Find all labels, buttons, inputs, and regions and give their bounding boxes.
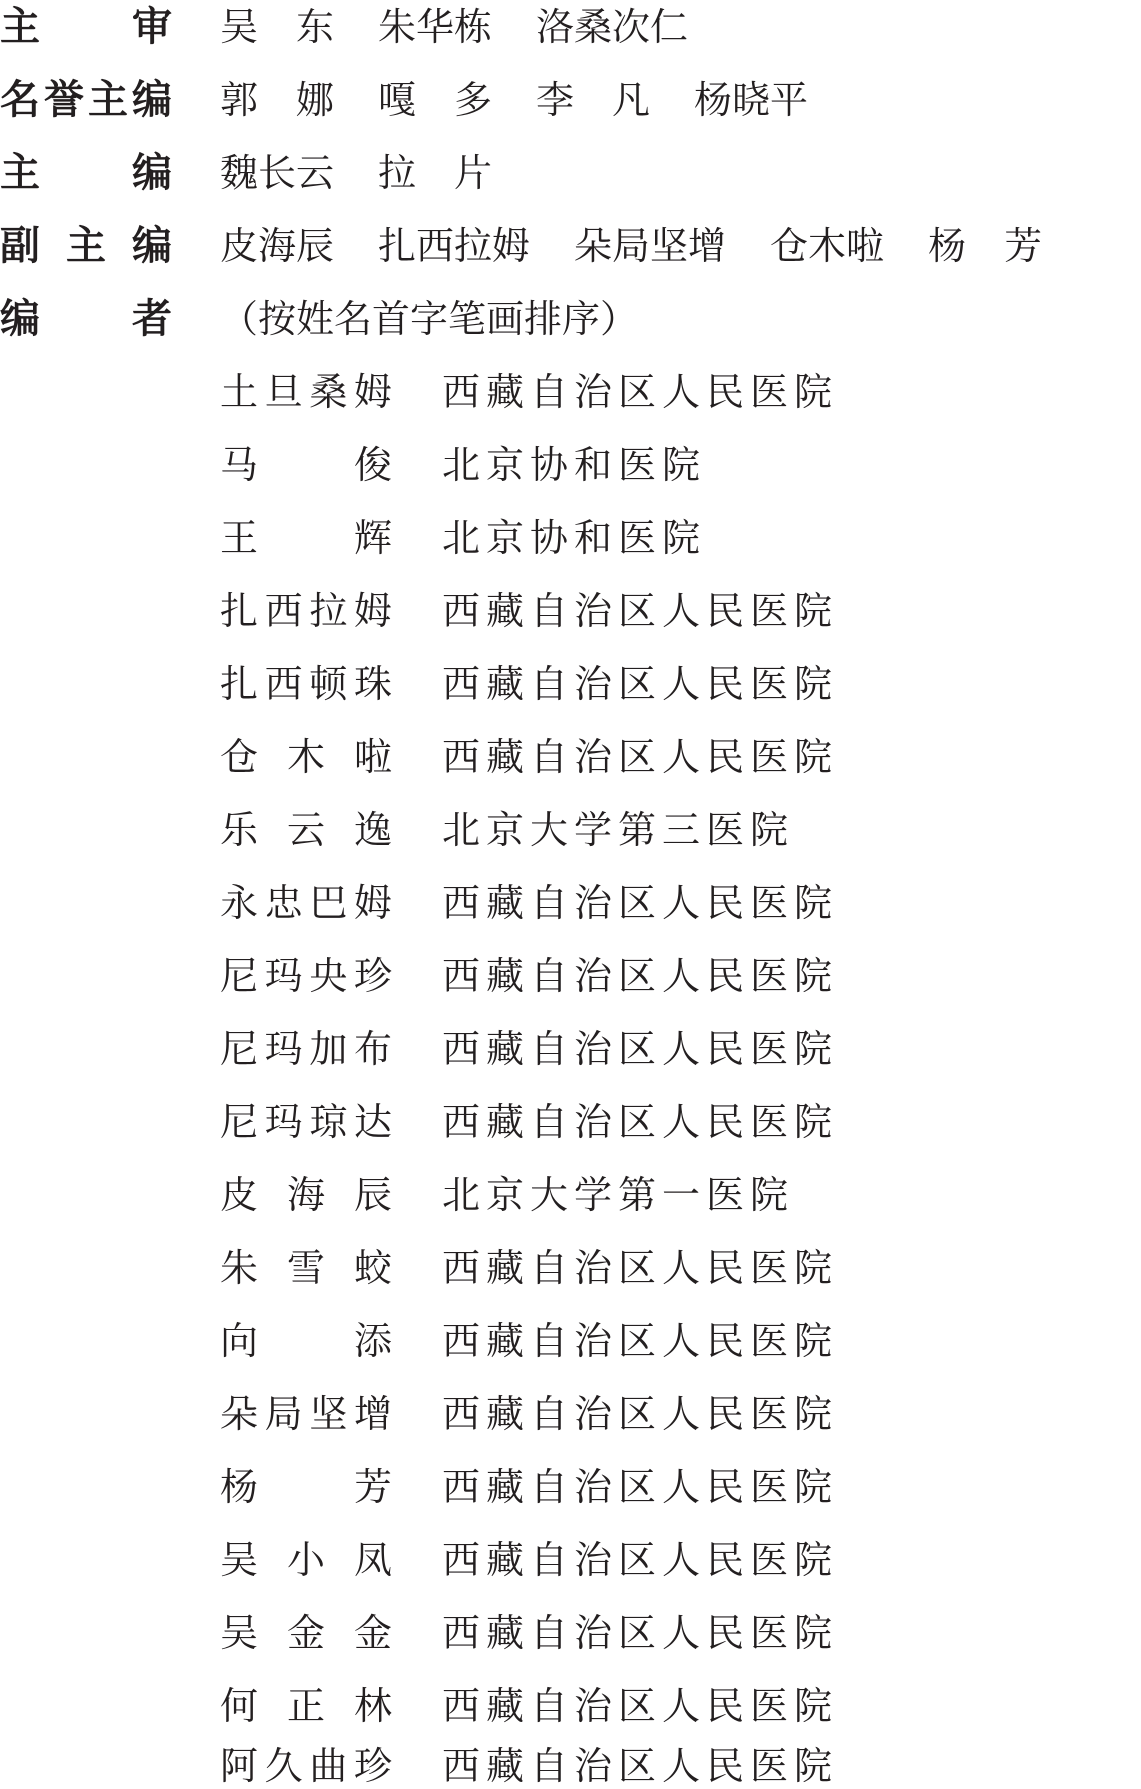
person-name: 吴 东: [220, 5, 335, 49]
name-char: 久: [264, 1744, 303, 1788]
name-char: 局: [264, 1392, 303, 1436]
name-char: 尼: [220, 1100, 259, 1144]
name-char: 珠: [353, 662, 392, 706]
name-char: 木: [286, 735, 325, 779]
name-char: 何: [220, 1684, 259, 1728]
label-char: 主: [88, 77, 128, 123]
name-char: 小: [286, 1538, 325, 1582]
label-char: 编: [0, 296, 40, 342]
sort-note: （按姓名首字笔画排序）: [220, 297, 639, 341]
editor-institution: 西藏自治区人民医院: [442, 1611, 839, 1655]
editor-name: [220, 586, 392, 636]
editor-name: [220, 1462, 392, 1512]
name-char: 增: [353, 1392, 392, 1436]
editor-name: [220, 951, 392, 1001]
name-char: 玛: [264, 1100, 303, 1144]
name-char: 布: [353, 1027, 392, 1071]
editor-row: [220, 1608, 1120, 1681]
name-char: 旦: [264, 370, 303, 414]
person-name: 杨晓平: [694, 78, 809, 122]
person-name: 魏长云: [220, 151, 335, 195]
editor-row: [220, 1535, 1120, 1608]
name-char: 添: [353, 1319, 392, 1363]
editor-row: [220, 1389, 1120, 1462]
editor-name: [220, 659, 392, 709]
name-char: 达: [353, 1100, 392, 1144]
person-name: 皮海辰: [220, 224, 335, 268]
name-char: 珍: [353, 954, 392, 998]
editor-name: [220, 1741, 392, 1789]
name-char: 乐: [220, 808, 259, 852]
editor-name: [220, 1316, 392, 1366]
editor-row: [220, 732, 1120, 805]
name-char: 土: [220, 370, 259, 414]
editor-institution: 西藏自治区人民医院: [442, 589, 839, 633]
name-char: 辰: [353, 1173, 392, 1217]
editor-institution: 西藏自治区人民医院: [442, 1100, 839, 1144]
role-label: [0, 148, 172, 221]
name-char: 雪: [286, 1246, 325, 1290]
name-char: 云: [286, 808, 325, 852]
editor-name: [220, 878, 392, 928]
name-char: 玛: [264, 1027, 303, 1071]
name-char: 金: [353, 1611, 392, 1655]
role-row-honorary-editor: [0, 75, 1141, 148]
role-label: [0, 294, 172, 367]
role-names: [220, 148, 1141, 198]
name-char: 琼: [309, 1100, 348, 1144]
role-label: [0, 221, 172, 294]
editor-name: [220, 1535, 392, 1585]
name-char: 顿: [309, 662, 348, 706]
editor-name: [220, 1608, 392, 1658]
editor-name: [220, 1389, 392, 1439]
label-char: 编: [132, 150, 172, 196]
editor-institution: 西藏自治区人民医院: [442, 954, 839, 998]
person-name: 嘎 多: [378, 78, 493, 122]
person-name: 郭 娜: [220, 78, 335, 122]
name-char: 逸: [353, 808, 392, 852]
editor-name: [220, 513, 392, 563]
label-char: 者: [132, 296, 172, 342]
name-char: 芳: [353, 1465, 392, 1509]
person-name: 朱华栋: [378, 5, 493, 49]
name-char: 阿: [220, 1744, 259, 1788]
name-char: 珍: [353, 1744, 392, 1788]
label-char: 编: [132, 77, 172, 123]
editor-row: [220, 1462, 1120, 1535]
editor-name: [220, 1170, 392, 1220]
editor-institution: 西藏自治区人民医院: [442, 662, 839, 706]
name-char: 吴: [220, 1538, 259, 1582]
editor-row: [220, 951, 1120, 1024]
name-char: 林: [353, 1684, 392, 1728]
editor-row: [220, 805, 1120, 878]
name-char: 仓: [220, 735, 259, 779]
editor-name: [220, 1243, 392, 1293]
name-char: 金: [286, 1611, 325, 1655]
editor-institution: 西藏自治区人民医院: [442, 1246, 839, 1290]
name-char: 巴: [309, 881, 348, 925]
editor-institution: 西藏自治区人民医院: [442, 1684, 839, 1728]
name-char: 辉: [353, 516, 392, 560]
editor-row: [220, 1316, 1120, 1389]
name-char: 海: [286, 1173, 325, 1217]
name-char: 王: [220, 516, 259, 560]
editor-row: [220, 878, 1120, 951]
editor-institution: 西藏自治区人民医院: [442, 735, 839, 779]
name-char: 朵: [220, 1392, 259, 1436]
editor-row: [220, 1741, 1120, 1789]
editor-institution: 西藏自治区人民医院: [442, 1744, 839, 1788]
name-char: 蛟: [353, 1246, 392, 1290]
editor-institution: 西藏自治区人民医院: [442, 1319, 839, 1363]
label-char: 名: [0, 77, 40, 123]
label-char: 副: [0, 223, 40, 269]
role-names: [220, 221, 1141, 271]
person-name: 拉 片: [378, 151, 493, 195]
label-char: 主: [0, 150, 40, 196]
editor-institution: 北京大学第三医院: [442, 808, 795, 852]
name-char: 尼: [220, 1027, 259, 1071]
editor-institution: 西藏自治区人民医院: [442, 1027, 839, 1071]
editor-row: [220, 1024, 1120, 1097]
name-char: 西: [264, 662, 303, 706]
person-name: 杨 芳: [928, 224, 1043, 268]
person-name: 仓木啦: [770, 224, 885, 268]
name-char: 永: [220, 881, 259, 925]
role-label: [0, 2, 172, 75]
label-char: 审: [132, 4, 172, 50]
label-char: 誉: [44, 77, 84, 123]
name-char: 正: [286, 1684, 325, 1728]
name-char: 曲: [309, 1744, 348, 1788]
name-char: 拉: [309, 589, 348, 633]
name-char: 啦: [353, 735, 392, 779]
name-char: 姆: [353, 881, 392, 925]
role-row-chief-reviewer: [0, 2, 1141, 75]
name-char: 扎: [220, 589, 259, 633]
editor-institution: 西藏自治区人民医院: [442, 1538, 839, 1582]
name-char: 桑: [309, 370, 348, 414]
name-char: 杨: [220, 1465, 259, 1509]
name-char: 朱: [220, 1246, 259, 1290]
editor-row: [220, 1243, 1120, 1316]
editor-name: [220, 1097, 392, 1147]
role-names: [220, 75, 1141, 125]
editor-institution: 北京协和医院: [442, 443, 707, 487]
editor-row: [220, 586, 1120, 659]
role-label: [0, 75, 172, 148]
editor-name: [220, 1024, 392, 1074]
editor-name: [220, 805, 392, 855]
name-char: 吴: [220, 1611, 259, 1655]
editor-row: [220, 367, 1120, 440]
label-char: 主: [66, 223, 106, 269]
editor-row: [220, 440, 1120, 513]
role-row-chief-editor: [0, 148, 1141, 221]
editor-row: [220, 513, 1120, 586]
editor-institution: 西藏自治区人民医院: [442, 1465, 839, 1509]
editor-institution: 北京协和医院: [442, 516, 707, 560]
label-char: 编: [132, 223, 172, 269]
editor-name: [220, 440, 392, 490]
editor-row: [220, 1170, 1120, 1243]
name-char: 俊: [353, 443, 392, 487]
editor-institution: 西藏自治区人民医院: [442, 370, 839, 414]
name-char: 凤: [353, 1538, 392, 1582]
name-char: 姆: [353, 589, 392, 633]
name-char: 向: [220, 1319, 259, 1363]
name-char: 西: [264, 589, 303, 633]
name-char: 尼: [220, 954, 259, 998]
role-names: [220, 2, 1141, 52]
person-name: 李 凡: [536, 78, 651, 122]
editor-name: [220, 367, 392, 417]
person-name: 朵局坚增: [574, 224, 727, 268]
person-name: 洛桑次仁: [536, 5, 689, 49]
name-char: 忠: [264, 881, 303, 925]
name-char: 皮: [220, 1173, 259, 1217]
editor-name: [220, 732, 392, 782]
name-char: 姆: [353, 370, 392, 414]
name-char: 玛: [264, 954, 303, 998]
role-row-deputy-editor: [0, 221, 1141, 294]
editor-institution: 西藏自治区人民医院: [442, 881, 839, 925]
name-char: 扎: [220, 662, 259, 706]
editor-row: [220, 1097, 1120, 1170]
name-char: 央: [309, 954, 348, 998]
person-name: 扎西拉姆: [378, 224, 531, 268]
role-row-contributors: [0, 294, 1141, 367]
editor-row: [220, 659, 1120, 732]
editor-name: [220, 1681, 392, 1731]
editor-institution: 北京大学第一医院: [442, 1173, 795, 1217]
name-char: 坚: [309, 1392, 348, 1436]
label-char: 主: [0, 4, 40, 50]
name-char: 马: [220, 443, 259, 487]
editor-institution: 西藏自治区人民医院: [442, 1392, 839, 1436]
name-char: 加: [309, 1027, 348, 1071]
